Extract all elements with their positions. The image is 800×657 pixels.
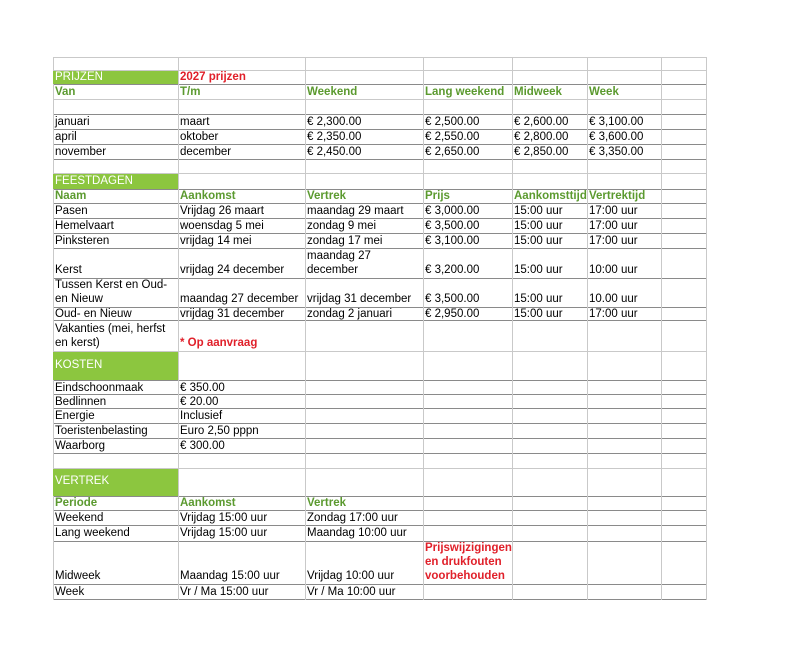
row-border [53, 57, 706, 58]
holiday-cell [53, 279, 178, 307]
arrival-cell: Maandag 10:00 uur [307, 527, 407, 539]
holiday-cell-text: € 3,200.00 [425, 264, 480, 276]
arrival-cell: Weekend [55, 512, 104, 524]
cost-cell: € 350.00 [180, 382, 225, 394]
holiday-cell-text: Tussen Kerst en Oud-en Nieuw [55, 279, 168, 305]
holiday-cell: vrijdag 31 december [180, 308, 285, 320]
arrival-cell-text: Maandag 15:00 uur [180, 570, 280, 582]
holiday-cell: 17:00 uur [589, 235, 638, 247]
holiday-cell: Oud- en Nieuw [55, 308, 132, 320]
arrival-header: Periode [55, 497, 98, 509]
holiday-cell [512, 249, 587, 278]
holiday-cell: 15:00 uur [514, 220, 563, 232]
holiday-cell [178, 279, 305, 307]
holiday-cell: Pinksteren [55, 235, 110, 247]
holiday-cell: 15:00 uur [514, 205, 563, 217]
section-feestdagen: FEESTDAGEN [53, 174, 178, 189]
price-header: Lang weekend [425, 86, 505, 98]
holiday-cell: € 3,100.00 [425, 235, 480, 247]
price-header: Van [55, 86, 76, 98]
price-cell: € 2,500.00 [425, 116, 480, 128]
price-cell: € 2,650.00 [425, 146, 480, 158]
price-cell: € 2,350.00 [307, 131, 362, 143]
holiday-cell: 17:00 uur [589, 220, 638, 232]
holiday-cell [53, 249, 178, 278]
price-cell: januari [55, 116, 90, 128]
holiday-cell: 17:00 uur [589, 308, 638, 320]
price-cell: € 2,800.00 [514, 131, 569, 143]
arrival-cell-text: Midweek [55, 570, 101, 582]
holiday-cell [423, 249, 512, 278]
holiday-cell: Vrijdag 26 maart [180, 205, 264, 217]
holiday-cell-text: 15:00 uur [514, 264, 563, 276]
vacation-label [53, 321, 178, 351]
price-cell: oktober [180, 131, 219, 143]
price-cell: november [55, 146, 107, 158]
holiday-cell: zondag 9 mei [307, 220, 377, 232]
holiday-cell [178, 249, 305, 278]
price-header: Weekend [307, 86, 358, 98]
holiday-cell-text: maandag 27 december [180, 293, 299, 305]
arrival-cell: Vrijdag 15:00 uur [180, 527, 268, 539]
holiday-cell-text: Kerst [55, 264, 82, 276]
arrival-cell [305, 542, 423, 584]
section-bijkomende-kosten: KOSTEN [53, 352, 178, 380]
price-disclaimer [423, 542, 512, 584]
holiday-header: Aankomst [180, 190, 236, 202]
holiday-header: Naam [55, 190, 87, 202]
vacation-label-text: Vakanties (mei, herfst en kerst) [55, 323, 166, 349]
section-aankomst-vertrek: VERTREK [53, 469, 178, 496]
row-border [53, 159, 706, 160]
holiday-cell-text: vrijdag 31 december [307, 293, 412, 305]
price-header: Week [589, 86, 619, 98]
row-border [53, 599, 706, 600]
holiday-header: Aankomsttijd [514, 190, 587, 202]
row-border [53, 99, 706, 100]
arrival-cell: Vr / Ma 10:00 uur [307, 586, 396, 598]
arrival-cell: Vrijdag 15:00 uur [180, 512, 268, 524]
arrival-cell: Lang weekend [55, 527, 130, 539]
arrival-cell [178, 542, 305, 584]
holiday-cell [587, 249, 661, 278]
column-border [661, 57, 662, 600]
price-cell: € 2,300.00 [307, 116, 362, 128]
holiday-cell [587, 279, 661, 307]
cost-cell: € 300.00 [180, 440, 225, 452]
arrival-cell-text: Vrijdag 10:00 uur [307, 570, 395, 582]
holiday-cell: maandag 29 maart [307, 205, 404, 217]
holiday-cell: 15:00 uur [514, 308, 563, 320]
price-cell: € 2,600.00 [514, 116, 569, 128]
holiday-cell: zondag 2 januari [307, 308, 393, 320]
holiday-cell: € 3,000.00 [425, 205, 480, 217]
year-note: 2027 prijzen [180, 71, 246, 83]
holiday-header: Vertrek [307, 190, 347, 202]
holiday-cell: Hemelvaart [55, 220, 114, 232]
price-cell: € 3,600.00 [589, 131, 644, 143]
arrival-cell: Vr / Ma 15:00 uur [180, 586, 269, 598]
holiday-cell: € 3,500.00 [425, 220, 480, 232]
holiday-cell: € 2,950.00 [425, 308, 480, 320]
holiday-cell-text: maandag 27 december [307, 250, 371, 276]
section-prijzen: PRIJZEN [53, 71, 178, 84]
holiday-cell: 17:00 uur [589, 205, 638, 217]
price-header: Midweek [514, 86, 562, 98]
cost-cell: Energie [55, 410, 95, 422]
arrival-header: Vertrek [307, 497, 347, 509]
holiday-header: Vertrektijd [589, 190, 646, 202]
holiday-cell [305, 279, 423, 307]
price-cell: april [55, 131, 77, 143]
row-border [53, 453, 706, 454]
arrival-cell: Week [55, 586, 85, 598]
holiday-header: Prijs [425, 190, 450, 202]
on-request-note-text: * Op aanvraag [180, 337, 258, 349]
holiday-cell-text: 15:00 uur [514, 293, 563, 305]
holiday-cell-text: 10:00 uur [589, 264, 638, 276]
cost-cell: € 20.00 [180, 396, 219, 408]
cost-cell: Inclusief [180, 410, 223, 422]
cost-cell: Eindschoonmaak [55, 382, 144, 394]
holiday-cell [305, 249, 423, 278]
cost-cell: Bedlinnen [55, 396, 107, 408]
holiday-cell: woensdag 5 mei [180, 220, 264, 232]
price-cell: € 2,450.00 [307, 146, 362, 158]
holiday-cell-text: € 3,500.00 [425, 293, 480, 305]
holiday-cell: zondag 17 mei [307, 235, 383, 247]
arrival-cell [53, 542, 178, 584]
holiday-cell-text: vrijdag 24 december [180, 264, 285, 276]
cost-cell: Toeristenbelasting [55, 425, 148, 437]
cost-cell: Waarborg [55, 440, 106, 452]
holiday-cell: 15:00 uur [514, 235, 563, 247]
price-cell: € 3,350.00 [589, 146, 644, 158]
price-cell: maart [180, 116, 210, 128]
holiday-cell-text: 10.00 uur [589, 293, 638, 305]
price-header: T/m [180, 86, 201, 98]
price-cell: december [180, 146, 232, 158]
arrival-cell: Zondag 17:00 uur [307, 512, 398, 524]
price-cell: € 2,550.00 [425, 131, 480, 143]
arrival-header: Aankomst [180, 497, 236, 509]
holiday-cell [512, 279, 587, 307]
holiday-cell [423, 279, 512, 307]
cost-cell: Euro 2,50 pppn [180, 425, 259, 437]
price-cell: € 2,850.00 [514, 146, 569, 158]
price-disclaimer-text: Prijswijzigingen en drukfouten voorbehouden [425, 542, 512, 582]
on-request-note [178, 321, 305, 351]
column-border [706, 57, 707, 600]
holiday-cell: vrijdag 14 mei [180, 235, 252, 247]
price-cell: € 3,100.00 [589, 116, 644, 128]
holiday-cell: Pasen [55, 205, 88, 217]
